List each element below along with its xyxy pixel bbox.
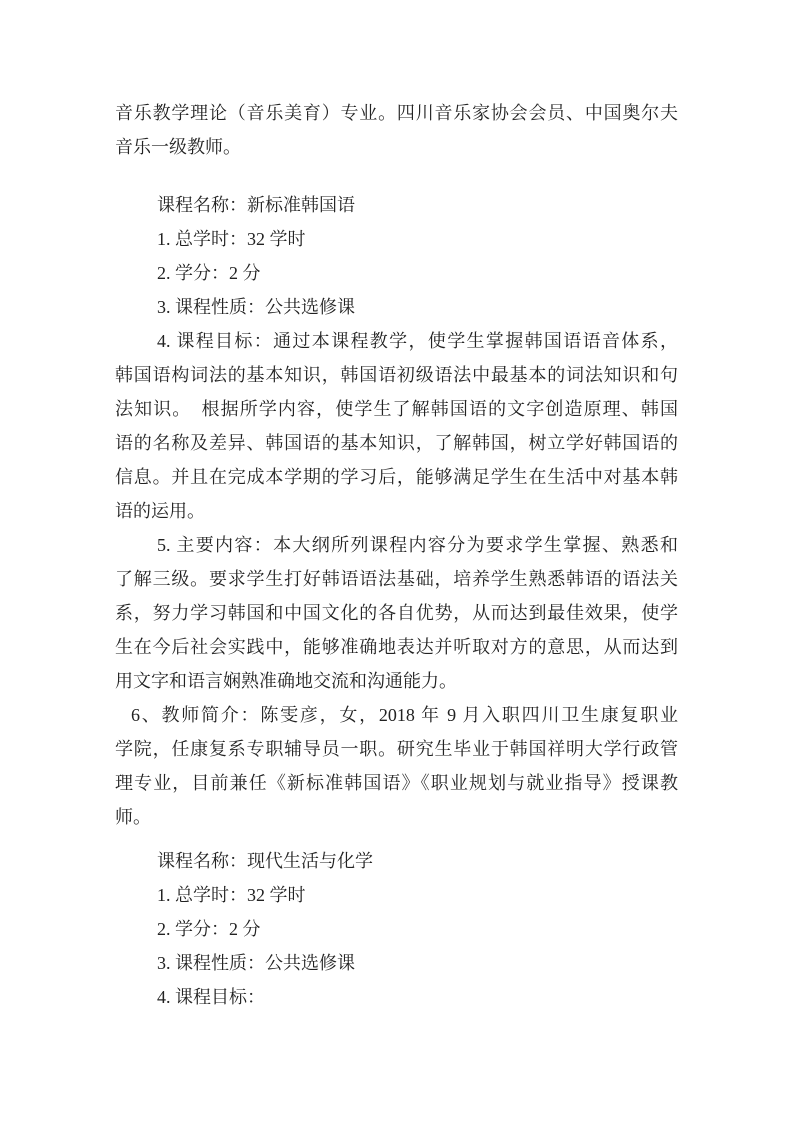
course1-main-content-line-4: 生在今后社会实践中，能够准确地表达并听取对方的意思，从而达到 bbox=[115, 637, 678, 657]
course1-main-content-line-5: 用文字和语言娴熟准确地交流和沟通能力。 bbox=[115, 671, 457, 691]
course1-total-hours: 1. 总学时：32 学时 bbox=[157, 229, 306, 249]
course1-main-content-line-1: 5. 主要内容：本大纲所列课程内容分为要求学生掌握、熟悉和 bbox=[157, 535, 678, 555]
course1-teacher-bio-line-1: 6、教师简介：陈雯彦，女，2018 年 9 月入职四川卫生康复职业 bbox=[131, 705, 678, 725]
course1-main-content-line-3: 系，努力学习韩国和中国文化的各自优势，从而达到最佳效果，使学 bbox=[115, 603, 678, 623]
course1-type: 3. 课程性质：公共选修课 bbox=[157, 297, 355, 317]
section-gap-2 bbox=[115, 834, 678, 844]
course1-objectives-line-5: 信息。并且在完成本学期的学习后，能够满足学生在生活中对基本韩 bbox=[115, 467, 678, 487]
course1-objectives-line-3: 法知识。 根据所学内容，使学生了解韩国语的文字创造原理、韩国 bbox=[115, 399, 678, 419]
course1-objectives-line-1: 4. 课程目标：通过本课程教学，使学生掌握韩国语语音体系， bbox=[157, 331, 678, 351]
course1-teacher-bio-line-2: 学院，任康复系专职辅导员一职。研究生毕业于韩国祥明大学行政管 bbox=[115, 739, 678, 759]
course1-objectives-line-6: 语的运用。 bbox=[115, 501, 205, 521]
course1-objectives-line-2: 韩国语构词法的基本知识，韩国语初级语法中最基本的词法知识和句 bbox=[115, 365, 678, 385]
course2-credits: 2. 学分：2 分 bbox=[157, 919, 261, 939]
section-gap-1 bbox=[115, 164, 678, 188]
course1-credits: 2. 学分：2 分 bbox=[157, 263, 261, 283]
course1-teacher-bio-line-3: 理专业，目前兼任《新标准韩国语》《职业规划与就业指导》授课教 bbox=[115, 773, 678, 793]
prev-teacher-intro-continued-line-1: 音乐教学理论（音乐美育）专业。四川音乐家协会会员、中国奥尔夫 bbox=[115, 103, 678, 123]
course1-teacher-bio-line-4: 师。 bbox=[115, 807, 151, 827]
course2-total-hours: 1. 总学时：32 学时 bbox=[157, 885, 306, 905]
course2-type: 3. 课程性质：公共选修课 bbox=[157, 953, 355, 973]
course1-main-content-line-2: 了解三级。要求学生打好韩语语法基础，培养学生熟悉韩语的语法关 bbox=[115, 569, 678, 589]
course1-objectives-line-4: 语的名称及差异、韩国语的基本知识，了解韩国，树立学好韩国语的 bbox=[115, 433, 678, 453]
course1-name: 课程名称：新标准韩国语 bbox=[157, 195, 355, 215]
course2-name: 课程名称：现代生活与化学 bbox=[157, 851, 373, 871]
prev-teacher-intro-continued-line-2: 音乐一级教师。 bbox=[115, 137, 241, 157]
course2-objectives: 4. 课程目标： bbox=[157, 987, 265, 1007]
